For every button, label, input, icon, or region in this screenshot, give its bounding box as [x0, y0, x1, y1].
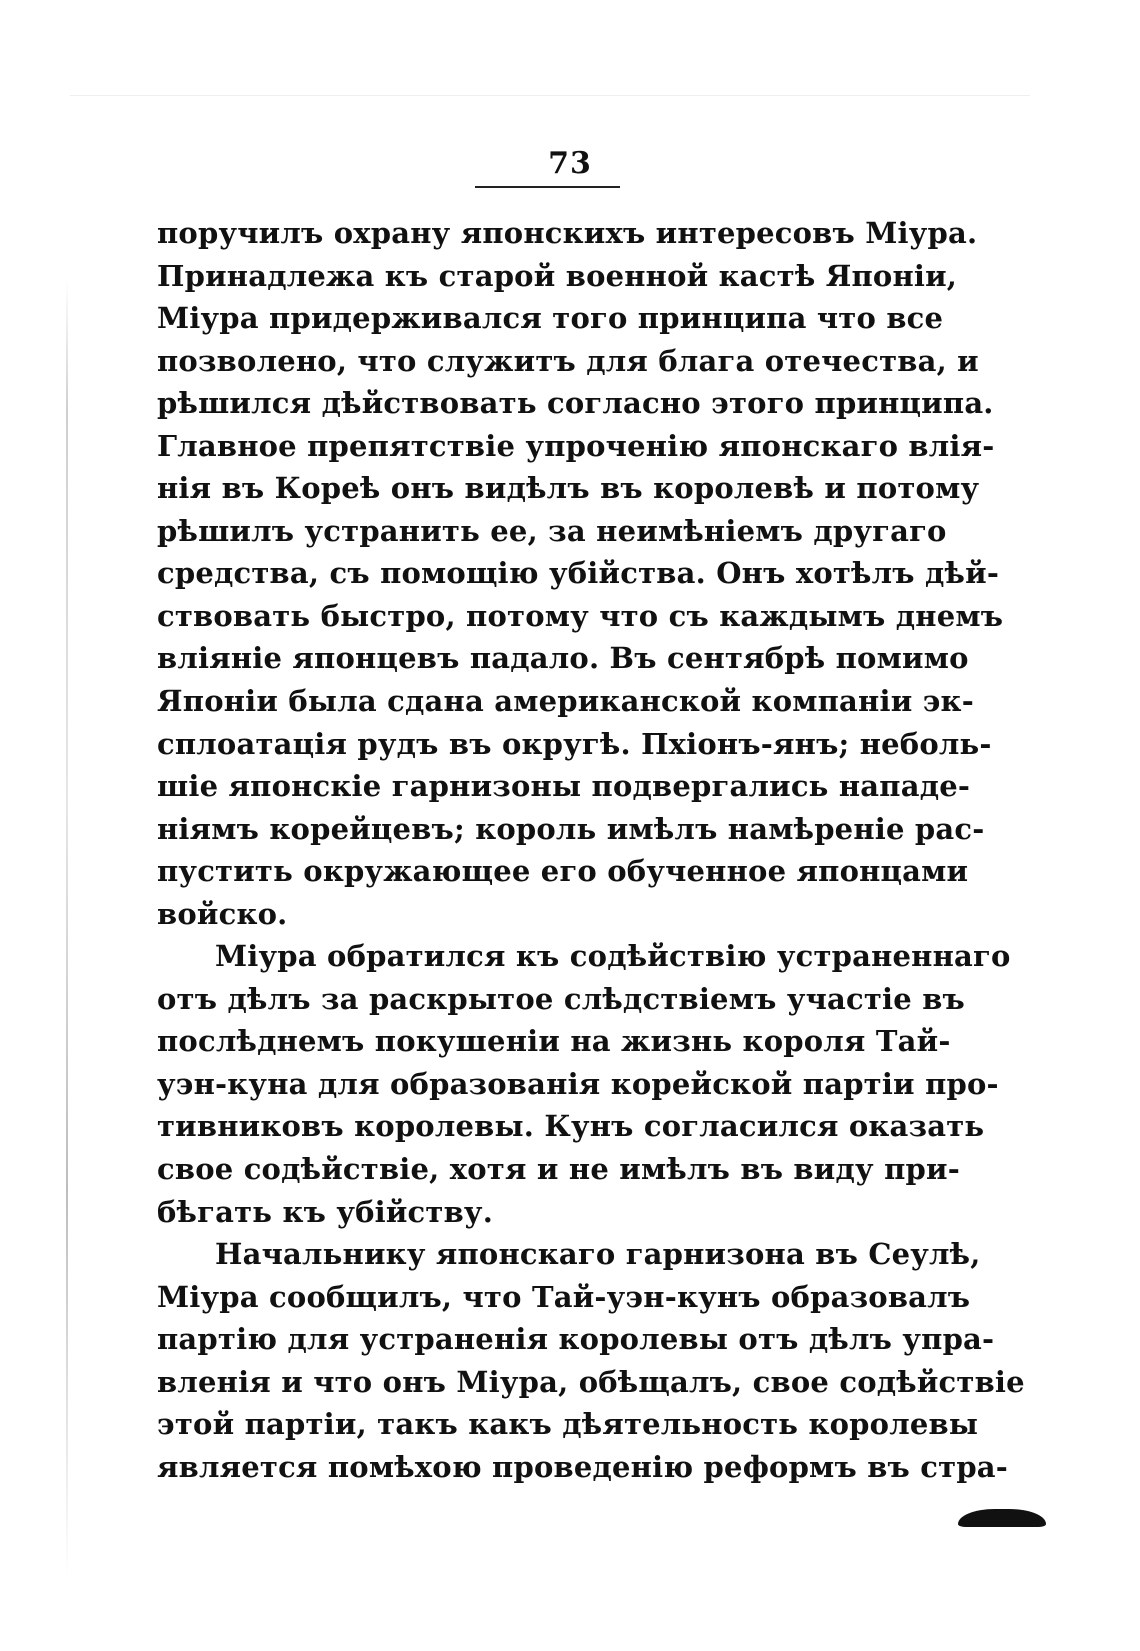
text-line: рѣшилъ устранить ее, за неимѣніемъ другаго [157, 513, 947, 548]
text-line: вліяніе японцевъ падало. Въ сентябрѣ помимо [157, 641, 969, 676]
text-line: Міура придерживался того принципа что все [157, 301, 944, 336]
text-line: Міура сообщилъ, что Тай-уэн-кунъ образовалъ [157, 1279, 971, 1314]
scan-edge-top [70, 95, 1030, 96]
text-line: сплоатація рудъ въ округѣ. Пхіонъ-янъ; неболь- [157, 726, 992, 761]
text-line: войско. [157, 896, 288, 931]
body-text [157, 212, 1025, 1488]
text-line: отъ дѣлъ за раскрытое слѣдствіемъ участіе въ [157, 981, 965, 1016]
text-line: нія въ Кореѣ онъ видѣлъ въ королевѣ и потому [157, 471, 980, 506]
text-line: партію для устраненія королевы отъ дѣлъ упра- [157, 1322, 995, 1357]
text-line: бѣгать къ убійству. [157, 1194, 493, 1229]
text-line: позволено, что служитъ для блага отечества, и [157, 343, 979, 378]
text-line: Принадлежа къ старой военной кастѣ Японіи, [157, 258, 958, 293]
text-line: Главное препятствіе упроченію японскаго влія- [157, 428, 995, 463]
ink-blot [958, 1509, 1046, 1527]
page-number-rule [475, 186, 620, 188]
text-line: этой партіи, такъ какъ дѣятельность королевы [157, 1407, 979, 1442]
page-number: 73 [548, 146, 592, 181]
text-line: тивниковъ королевы. Кунъ согласился оказать [157, 1109, 985, 1144]
text-line: шіе японскіе гарнизоны подвергались нападе- [157, 769, 971, 804]
text-line: послѣднемъ покушеніи на жизнь короля Тай- [157, 1024, 951, 1059]
text-line: вленія и что онъ Міура, обѣщалъ, свое содѣйствіе [157, 1364, 1025, 1399]
text-line: ніямъ корейцевъ; король имѣлъ намѣреніе рас- [157, 811, 985, 846]
text-line: пустить окружающее его обученное японцами [157, 854, 969, 889]
text-line: Начальнику японскаго гарнизона въ Сеулѣ, [215, 1237, 981, 1272]
text-line: свое содѣйствіе, хотя и не имѣлъ въ виду при- [157, 1152, 960, 1187]
text-line: поручилъ охрану японскихъ интересовъ Міура. [157, 216, 978, 250]
scan-edge-left [66, 280, 68, 1580]
text-line: средства, съ помощію убійства. Онъ хотѣлъ дѣй- [157, 556, 1000, 591]
text-line: рѣшился дѣйствовать согласно этого принципа. [157, 386, 994, 421]
text-line: является помѣхою проведенію реформъ въ стра- [157, 1449, 1009, 1484]
text-line: Міура обратился къ содѣйствію устраненнаго [215, 939, 1011, 974]
text-line: уэн-куна для образованія корейской партіи про- [157, 1066, 999, 1101]
text-line: ствовать быстро, потому что съ каждымъ днемъ [157, 598, 1004, 633]
text-line: Японіи была сдана американской компаніи эк- [157, 684, 974, 719]
